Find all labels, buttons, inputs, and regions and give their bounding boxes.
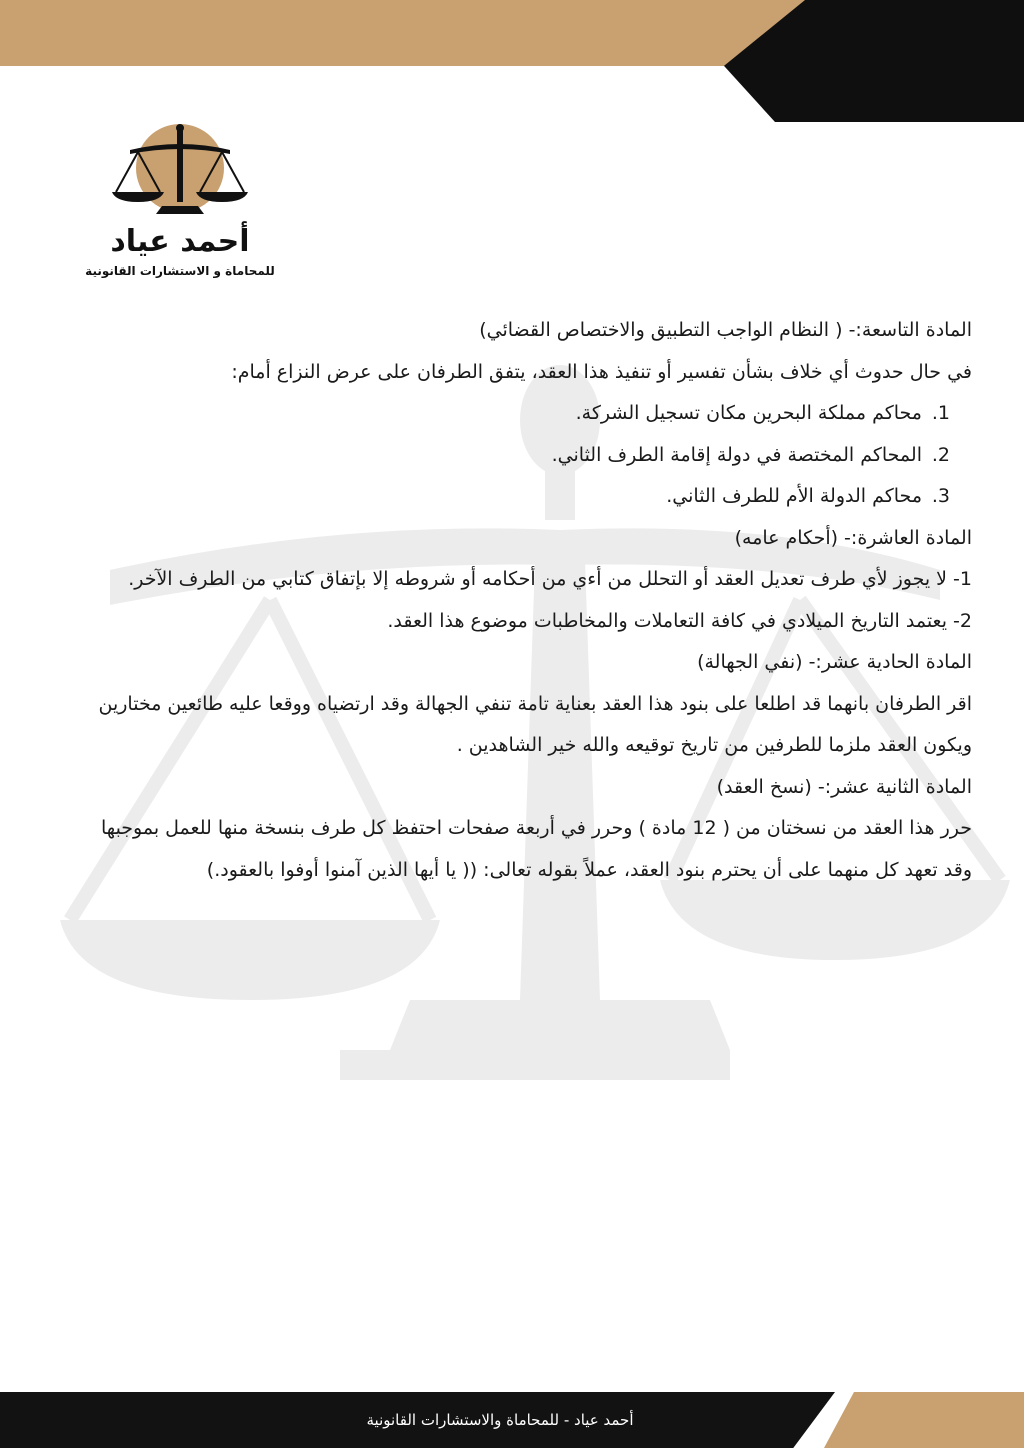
list-number: 1. [931, 402, 950, 424]
list-item [96, 476, 972, 518]
brand-subtitle: للمحاماة و الاستشارات القانونية [85, 264, 275, 278]
contract-body [96, 310, 972, 891]
article-11-body: اقر الطرفان بانهما قد اطلعا على بنود هذا العقد بعناية تامة تنفي الجهالة وقد ارتضياه ووقعا عليه طائعين مختارين ويكون العقد ملزما للطرفين من تاريخ توقيعه والله خير الشاهدين . [98, 692, 972, 756]
brand-name: أحمد عياد [110, 224, 250, 259]
list-item [96, 435, 972, 477]
footer-gold-corner [824, 1392, 1024, 1448]
footer-text: أحمد عياد - للمحاماة والاستشارات القانونية [366, 1411, 634, 1429]
list-text: محاكم الدولة الأم للطرف الثاني. [666, 485, 922, 507]
article-10-para-2: 2- يعتمد التاريخ الميلادي في كافة التعاملات والمخاطبات موضوع هذا العقد. [387, 609, 972, 632]
page-footer [0, 1392, 1024, 1448]
scales-of-justice-icon [110, 120, 250, 220]
list-text: محاكم مملكة البحرين مكان تسجيل الشركة. [575, 402, 922, 424]
list-number: 3. [931, 485, 950, 507]
list-item [96, 393, 972, 435]
list-number: 2. [931, 443, 950, 466]
article-10-title: المادة العاشرة:- (أحكام عامه) [734, 526, 972, 549]
article-9-title: المادة التاسعة:- ( النظام الواجب التطبيق والاختصاص القضائي) [479, 319, 972, 341]
article-11-title: المادة الحادية عشر:- (نفي الجهالة) [697, 651, 972, 673]
brand-logo [60, 120, 300, 290]
article-12-title: المادة الثانية عشر:- (نسخ العقد) [716, 775, 972, 798]
article-9-body: في حال حدوث أي خلاف بشأن تفسير أو تنفيذ هذا العقد، يتفق الطرفان على عرض النزاع أمام: [231, 360, 972, 383]
list-text: المحاكم المختصة في دولة إقامة الطرف الثاني. [551, 443, 922, 466]
article-10-para-1: 1- لا يجوز لأي طرف تعديل العقد أو التحلل من أءي من أحكامه أو شروطه إلا بإتفاق كتابي من الطرف الآخر. [128, 568, 972, 590]
article-12-body: حرر هذا العقد من نسختان من ( 12 مادة ) وحرر في أربعة صفحات احتفظ كل طرف بنسخة منها للعمل بموجبها وقد تعهد كل منهما على أن يحترم بنود العقد، عملاً بقوله تعالى: (( يا أيها الذين آمنوا أوفوا بالعقود.) [101, 817, 972, 881]
